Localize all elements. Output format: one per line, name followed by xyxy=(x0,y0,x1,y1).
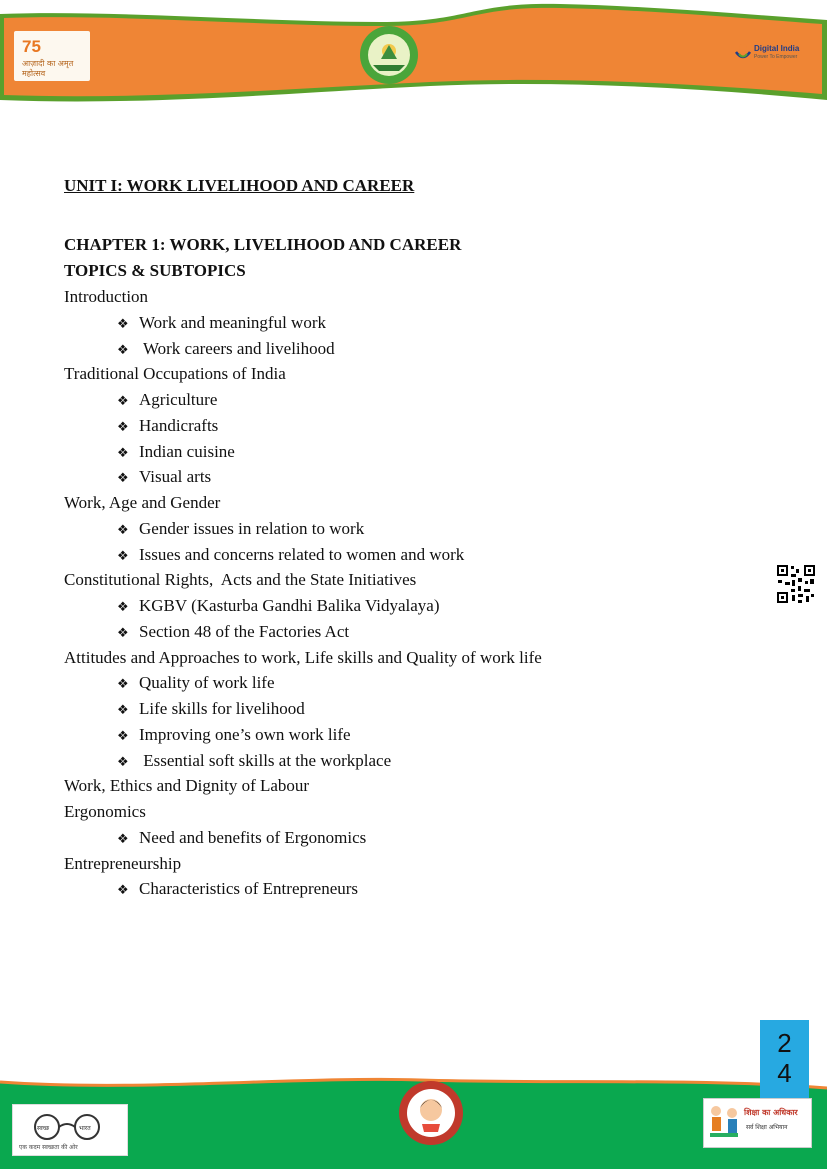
digital-india-logo xyxy=(734,40,804,68)
page-number-digit-2: 4 xyxy=(777,1058,792,1088)
subtopic-text: Indian cuisine xyxy=(139,441,235,461)
topics-list xyxy=(64,284,764,902)
chapter-title: CHAPTER 1: WORK, LIVELIHOOD AND CAREER xyxy=(64,235,462,254)
document-body xyxy=(64,174,764,902)
subtopic-item xyxy=(64,696,764,722)
subtopic-item xyxy=(64,439,764,465)
diamond-bullet-icon: ❖ xyxy=(117,754,129,770)
subtopic-text: Essential soft skills at the workplace xyxy=(139,750,392,770)
subtopic-item xyxy=(64,387,764,413)
subtopic-text: Work and meaningful work xyxy=(139,312,326,332)
subtopic-item xyxy=(64,593,764,619)
diamond-bullet-icon: ❖ xyxy=(117,703,129,718)
topic-text: Introduction xyxy=(64,287,149,306)
topic-item xyxy=(64,851,764,877)
topic-text: Traditional Occupations of India xyxy=(64,364,286,384)
topic-item xyxy=(64,567,764,593)
subtopic-item xyxy=(64,516,764,542)
diamond-bullet-icon: ❖ xyxy=(117,883,129,899)
subtopic-item xyxy=(64,619,764,645)
swachh-bharat-logo xyxy=(12,1104,128,1156)
swachh-right-text: भारत xyxy=(79,1125,91,1132)
subtopic-text: Characteristics of Entrepreneurs xyxy=(139,879,359,899)
diamond-bullet-icon: ❖ xyxy=(117,394,129,409)
diamond-bullet-icon: ❖ xyxy=(117,316,129,332)
subtopic-text: Gender issues in relation to work xyxy=(139,518,365,538)
subtopic-item xyxy=(64,413,764,439)
digital-india-title: Digital India xyxy=(754,44,800,53)
subtopic-item xyxy=(64,748,764,774)
topic-text: Ergonomics xyxy=(64,802,146,821)
children-reading-icon xyxy=(706,1101,742,1145)
subtopic-text: Visual arts xyxy=(139,467,212,487)
diamond-bullet-icon: ❖ xyxy=(117,445,129,461)
subtopic-text: KGBV (Kasturba Gandhi Balika Vidyalaya) xyxy=(139,596,440,615)
topic-item xyxy=(64,645,764,671)
topic-item xyxy=(64,799,764,825)
subtopic-text: Improving one’s own work life xyxy=(139,724,351,744)
unit-title: UNIT I: WORK LIVELIHOOD AND CAREER xyxy=(64,176,415,195)
subtopic-item xyxy=(64,542,764,568)
topic-item xyxy=(64,773,764,799)
diamond-bullet-icon: ❖ xyxy=(117,831,129,847)
diamond-bullet-icon: ❖ xyxy=(117,522,129,538)
shiksha-title: शिक्षा का अधिकार xyxy=(744,1108,798,1117)
diamond-bullet-icon: ❖ xyxy=(117,342,129,358)
topic-item xyxy=(64,284,764,310)
subtopic-text: Section 48 of the Factories Act xyxy=(139,621,350,641)
topic-text: Constitutional Rights, Acts and the State Initiatives xyxy=(64,570,417,590)
subtopic-text: Handicrafts xyxy=(139,415,219,435)
subtopic-text: Need and benefits of Ergonomics xyxy=(139,827,367,847)
subtopic-item xyxy=(64,336,764,362)
subtopic-item xyxy=(64,464,764,490)
state-education-seal-icon xyxy=(359,25,419,85)
page-number-badge xyxy=(760,1020,809,1098)
digital-india-tagline: Power To Empower xyxy=(754,54,798,60)
azadi-logo-number: 75 xyxy=(22,37,41,56)
subtopic-text: Quality of work life xyxy=(139,673,275,693)
swachh-left-text: स्वच्छ xyxy=(37,1125,50,1132)
qr-code-icon[interactable] xyxy=(776,564,816,604)
page-number-digit-1: 2 xyxy=(777,1028,792,1058)
subtopic-text: Life skills for livelihood xyxy=(139,699,305,718)
azadi-ka-amrit-mahotsav-logo xyxy=(14,31,90,81)
diamond-bullet-icon: ❖ xyxy=(117,625,129,641)
subtopic-item xyxy=(64,722,764,748)
topic-item xyxy=(64,490,764,516)
subtopic-item xyxy=(64,825,764,851)
beti-bachao-beti-padhao-icon xyxy=(398,1080,464,1146)
diamond-bullet-icon: ❖ xyxy=(117,600,129,615)
diamond-bullet-icon: ❖ xyxy=(117,677,129,693)
topic-text: Work, Ethics and Dignity of Labour xyxy=(64,776,310,796)
diamond-bullet-icon: ❖ xyxy=(117,419,129,435)
topic-text: Entrepreneurship xyxy=(64,853,182,873)
subtopic-item xyxy=(64,876,764,902)
topic-item xyxy=(64,361,764,387)
diamond-bullet-icon: ❖ xyxy=(117,728,129,744)
subtopic-item xyxy=(64,670,764,696)
subtopic-item xyxy=(64,310,764,336)
subtopic-text: Work careers and livelihood xyxy=(139,338,335,358)
digital-india-icon xyxy=(734,40,752,64)
azadi-logo-text: आज़ादी का अमृत महोत्सव xyxy=(22,59,74,78)
topic-text: Attitudes and Approaches to work, Life skills and Quality of work life xyxy=(64,647,542,667)
topic-text: Work, Age and Gender xyxy=(64,493,221,512)
shiksha-tagline: सर्व शिक्षा अभियान xyxy=(746,1124,788,1131)
diamond-bullet-icon: ❖ xyxy=(117,548,129,564)
topics-heading: TOPICS & SUBTOPICS xyxy=(64,261,246,280)
gandhi-glasses-icon xyxy=(25,1113,115,1141)
shiksha-ka-adhikar-logo xyxy=(703,1098,812,1148)
subtopic-text: Agriculture xyxy=(139,390,218,409)
diamond-bullet-icon: ❖ xyxy=(117,471,129,487)
swachh-tagline: एक कदम स्वच्छता की ओर xyxy=(19,1144,78,1151)
subtopic-text: Issues and concerns related to women and work xyxy=(139,544,465,564)
